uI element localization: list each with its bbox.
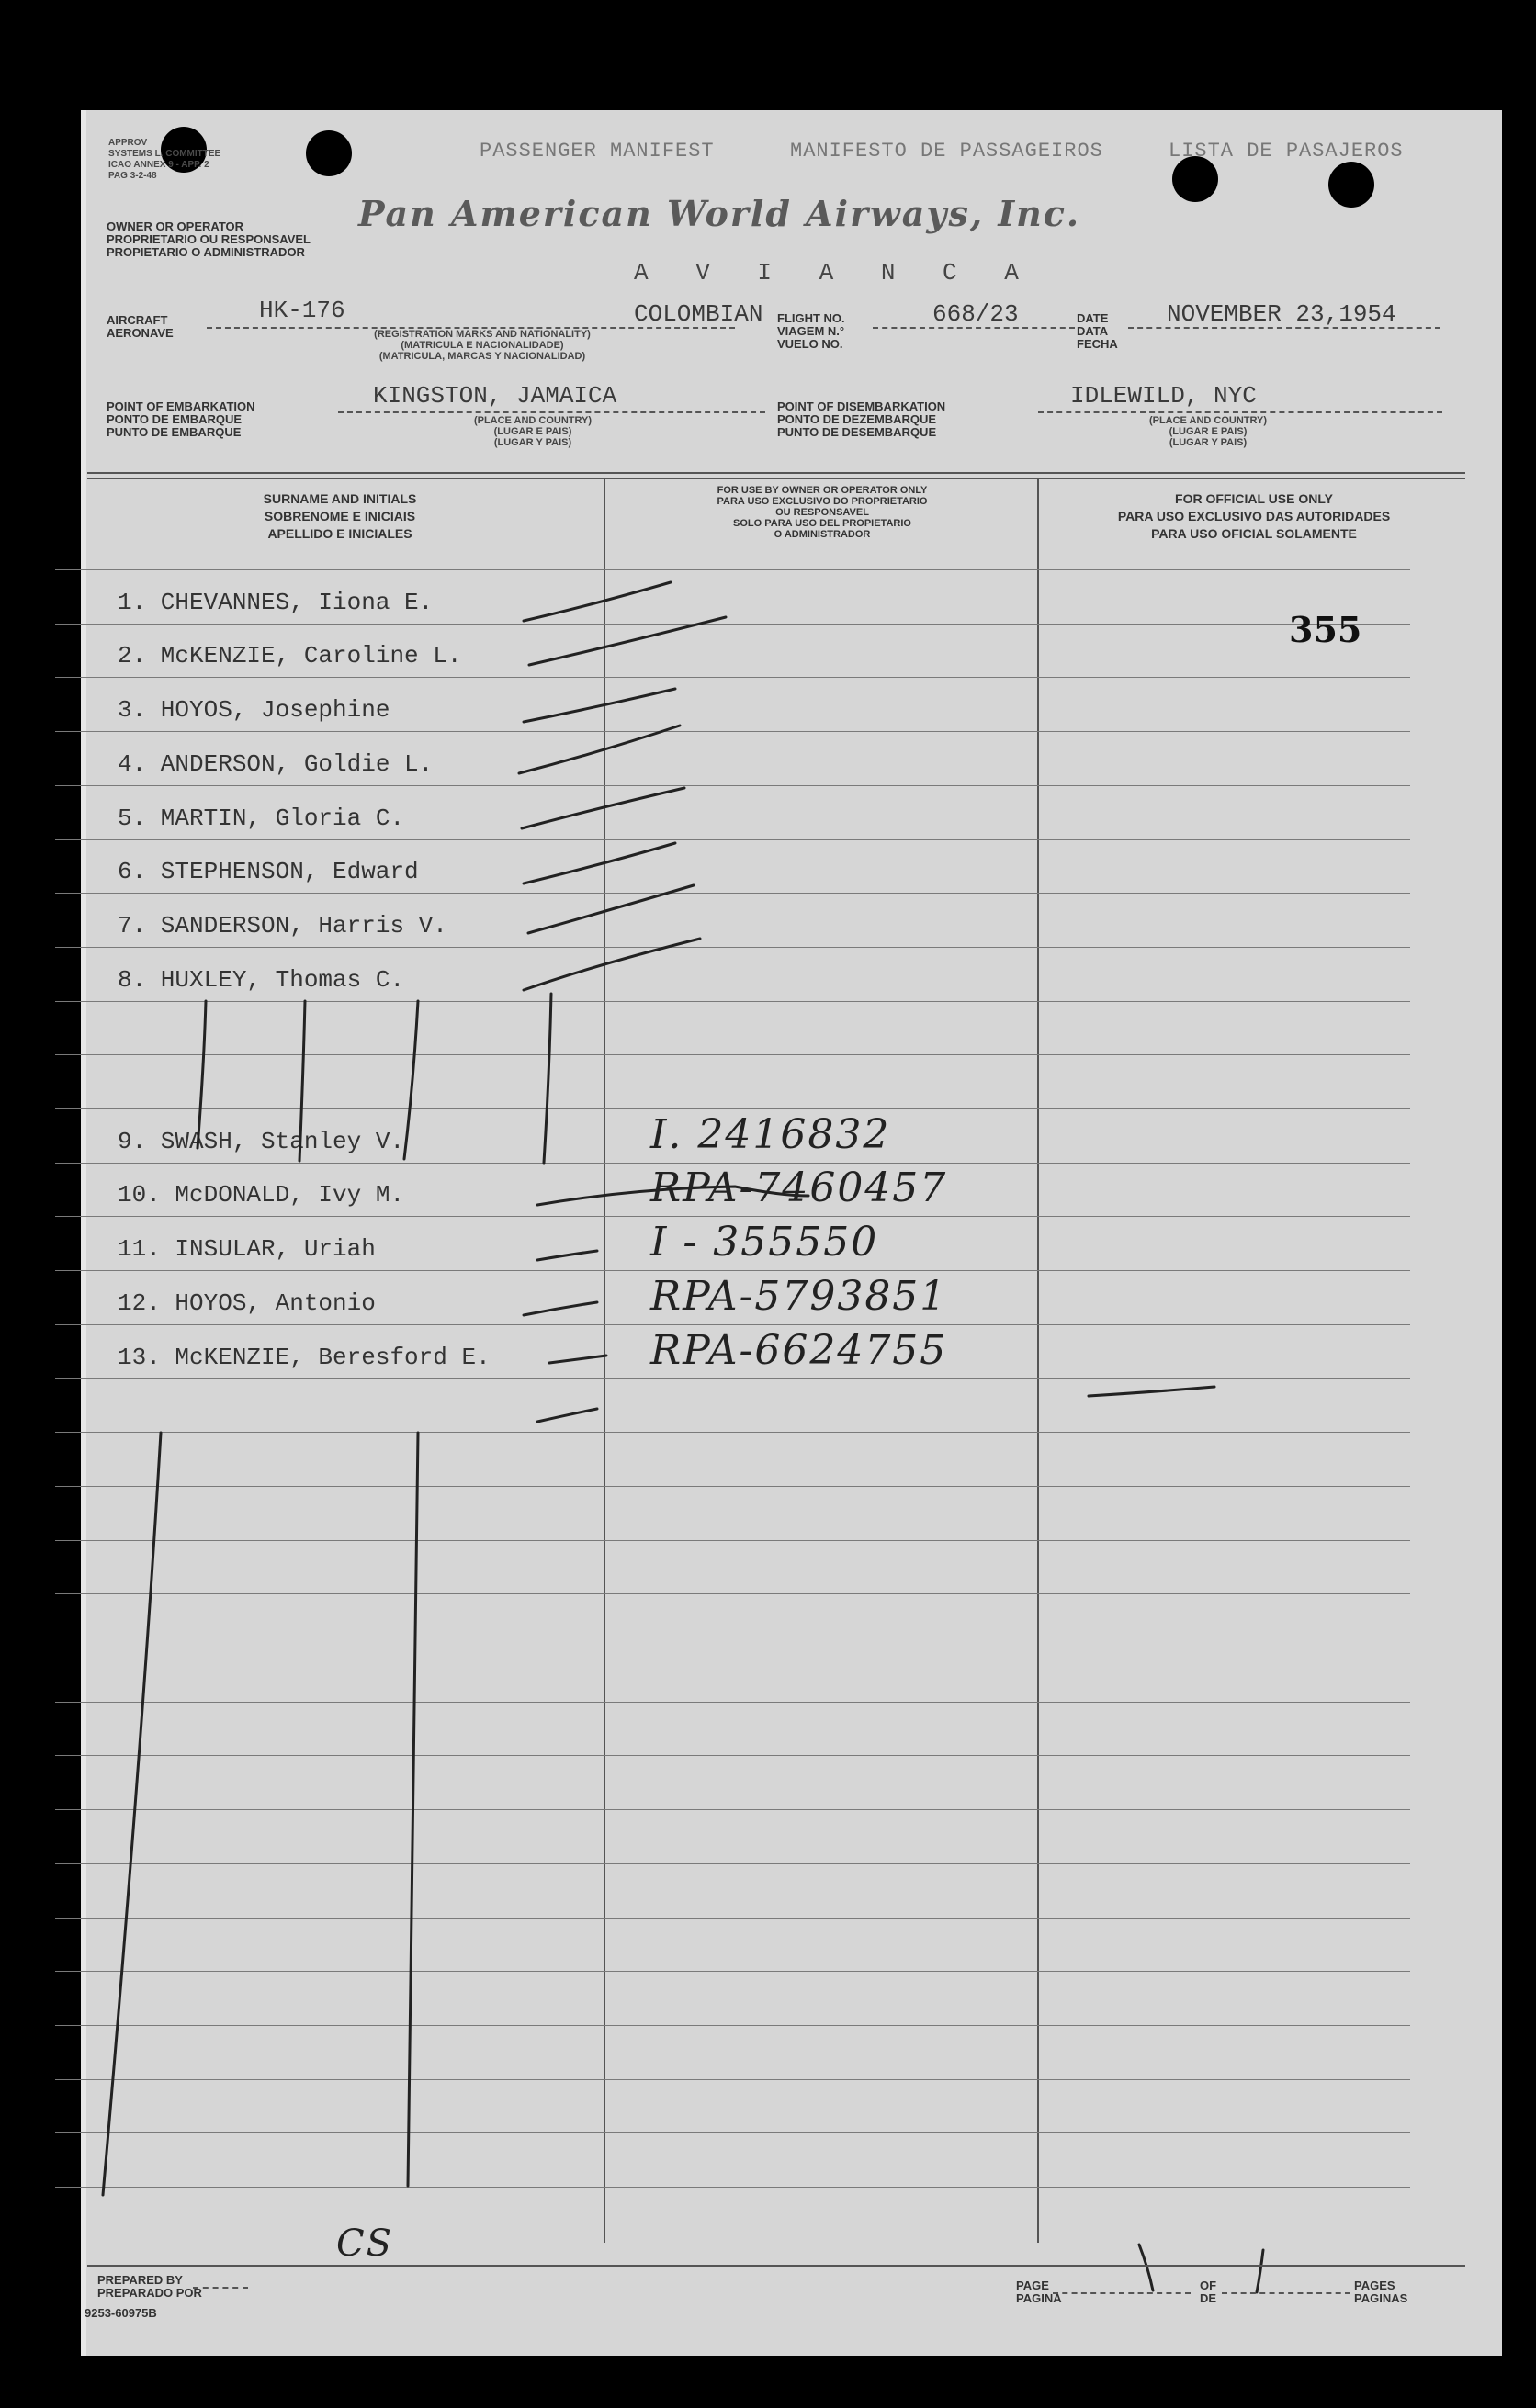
official-stamp: 355 [1289, 608, 1362, 650]
passport-note: RPA-6624755 [650, 1326, 948, 1374]
disembarkation-value: IDLEWILD, NYC [1070, 382, 1257, 410]
company-name: Pan American World Airways, Inc. [358, 193, 1081, 234]
owner-label: OWNER OR OPERATOR PROPRIETARIO OU RESPONSAVEL PROPIETARIO O ADMINISTRADOR [107, 219, 311, 259]
flight-label: FLIGHT NO. VIAGEM N.° VUELO NO. [777, 311, 845, 351]
passenger-name: 1. CHEVANNES, Iiona E. [118, 588, 434, 616]
title-pt: MANIFESTO DE PASSAGEIROS [790, 140, 1103, 163]
page-line [1053, 2292, 1191, 2294]
embarkation-value: KINGSTON, JAMAICA [373, 382, 617, 410]
passenger-name: 8. HUXLEY, Thomas C. [118, 965, 405, 994]
airline-typed: A V I A N C A [634, 259, 1035, 287]
passenger-name: 11. INSULAR, Uriah [118, 1235, 376, 1264]
passport-note: RPA-7460457 [650, 1165, 948, 1212]
passenger-name: 2. McKENZIE, Caroline L. [118, 642, 462, 670]
passenger-name: 4. ANDERSON, Goldie L. [118, 749, 434, 778]
prepared-line [193, 2287, 248, 2289]
passport-note: I - 355550 [650, 1219, 879, 1266]
prepared-label: PREPARED BY PREPARADO POR [97, 2273, 202, 2300]
title-en: PASSENGER MANIFEST [480, 140, 715, 163]
of-line [1222, 2292, 1350, 2294]
aircraft-sublabel: (REGISTRATION MARKS AND NATIONALITY) (MATRICULA E NACIONALIDADE) (MATRICULA, MARCAS Y NACIONALIDAD) [374, 329, 591, 362]
title-es: LISTA DE PASAJEROS [1169, 140, 1404, 163]
disembarkation-label: POINT OF DISEMBARKATION PONTO DE DEZEMBARQUE PUNTO DE DESEMBARQUE [777, 399, 946, 439]
passenger-name: 7. SANDERSON, Harris V. [118, 911, 447, 940]
passenger-name: 12. HOYOS, Antonio [118, 1288, 376, 1317]
passenger-name: 10. McDONALD, Ivy M. [118, 1181, 405, 1210]
disembarkation-sublabel: (PLACE AND COUNTRY) (LUGAR E PAIS) (LUGAR Y PAIS) [1148, 415, 1268, 448]
prepared-value: CS [336, 2222, 394, 2265]
page-label: PAGE PAGINA [1016, 2279, 1062, 2305]
passenger-name: 6. STEPHENSON, Edward [118, 858, 419, 886]
form-number: 9253-60975B [85, 2306, 157, 2320]
embarkation-sublabel: (PLACE AND COUNTRY) (LUGAR E PAIS) (LUGAR Y PAIS) [473, 415, 593, 448]
passenger-name: 9. SWASH, Stanley V. [118, 1127, 405, 1155]
passenger-name: 5. MARTIN, Gloria C. [118, 804, 405, 832]
aircraft-label: AIRCRAFT AERONAVE [107, 313, 174, 340]
embarkation-label: POINT OF EMBARKATION PONTO DE EMBARQUE PUNTO DE EMBARQUE [107, 399, 255, 439]
approval-block: APPROV SYSTEMS L. COMMITTEE ICAO ANNEX 9 - APP. 2 PAG 3-2-48 [108, 138, 221, 181]
of-label: OF DE [1200, 2279, 1217, 2305]
passenger-name: 13. McKENZIE, Beresford E. [118, 1343, 491, 1371]
passport-note: RPA-5793851 [650, 1272, 948, 1320]
official-use-heading: FOR OFFICIAL USE ONLY PARA USO EXCLUSIVO DAS AUTORIDADES PARA USO OFICIAL SOLAMENTE [1117, 491, 1391, 541]
flight-value: 668/23 [932, 300, 1019, 328]
passport-note: I. 2416832 [650, 1110, 891, 1158]
passenger-name: 3. HOYOS, Josephine [118, 696, 390, 725]
owner-use-heading: FOR USE BY OWNER OR OPERATOR ONLY PARA USO EXCLUSIVO DO PROPRIETARIO OU RESPONSAVEL SOLO PARA USO DEL PROPIETARIO O ADMINISTRADOR [717, 485, 928, 540]
pages-label: PAGES PAGINAS [1354, 2279, 1408, 2305]
surname-heading: SURNAME AND INITIALS SOBRENOME E INICIAIS APELLIDO E INICIALES [263, 491, 417, 541]
aircraft-value: HK-176 [259, 297, 345, 324]
date-label: DATE DATA FECHA [1077, 311, 1118, 351]
date-value: NOVEMBER 23,1954 [1167, 300, 1396, 328]
nationality-value: COLOMBIAN [634, 300, 763, 328]
